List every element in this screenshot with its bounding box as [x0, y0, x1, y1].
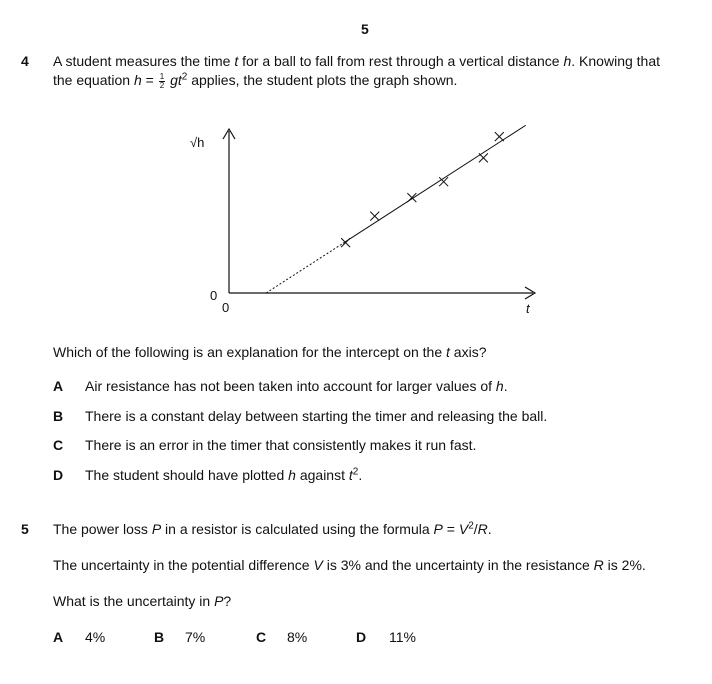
q4-option-d-letter: D	[53, 467, 64, 483]
fraction-one-half: $\frac{1}{2}$	[159, 71, 165, 90]
data-point-cross	[407, 193, 416, 202]
q5-question: What is the uncertainty in P?	[53, 593, 232, 609]
data-point-cross	[479, 153, 488, 162]
data-point-cross	[495, 132, 504, 141]
q5-option-d-letter: D	[356, 629, 367, 645]
y-origin-label: 0	[210, 288, 218, 303]
page-number: 5	[361, 21, 369, 37]
q4-option-a-text: Air resistance has not been taken into account for larger values of h.	[85, 378, 508, 394]
x-axis-label: t	[526, 301, 530, 316]
q5-option-c-letter: C	[256, 629, 267, 645]
q4-stem-line1: A student measures the time t for a ball to fall from rest through a vertical distance h. Knowing that	[53, 53, 661, 69]
q4-option-c-text: There is an error in the timer that consistently makes it run fast.	[85, 437, 477, 453]
q4-stem-line2: the equation h = $\frac{1}{2}$ $gt^2$ applies, the student plots the graph shown.	[53, 71, 458, 90]
q5-option-a-letter: A	[53, 629, 64, 645]
data-point-cross	[341, 238, 350, 247]
q5-option-c-value: 8%	[287, 629, 308, 645]
q5-option-d-value: 11%	[389, 629, 416, 645]
data-points	[341, 132, 504, 247]
q5-option-a-value: 4%	[85, 629, 106, 645]
fit-line-solid	[343, 125, 526, 243]
best-fit-line	[266, 125, 526, 293]
q5-option-b-letter: B	[154, 629, 165, 645]
q5-stem-line2: The uncertainty in the potential difference V is 3% and the uncertainty in the resistance R is 2%.	[53, 557, 646, 573]
q4-option-c-letter: C	[53, 437, 64, 453]
q5-number: 5	[21, 521, 29, 537]
q4-question: Which of the following is an explanation for the intercept on the t axis?	[53, 344, 487, 360]
q4-option-d-text: The student should have plotted h against $t^2$.	[85, 466, 363, 483]
data-point-cross	[370, 212, 379, 221]
fit-line-extrapolated	[266, 243, 343, 293]
y-axis-label: √h	[190, 135, 205, 150]
q4-option-b-letter: B	[53, 408, 64, 424]
q4-option-b-text: There is a constant delay between starting the timer and releasing the ball.	[85, 408, 548, 424]
q5-stem-line1: The power loss P in a resistor is calculated using the formula $P = V^2/R$.	[53, 520, 492, 537]
x-origin-label: 0	[222, 300, 230, 315]
q4-number: 4	[21, 53, 29, 69]
graph-axes	[223, 129, 535, 299]
q5-option-b-value: 7%	[185, 629, 206, 645]
q4-option-a-letter: A	[53, 378, 64, 394]
